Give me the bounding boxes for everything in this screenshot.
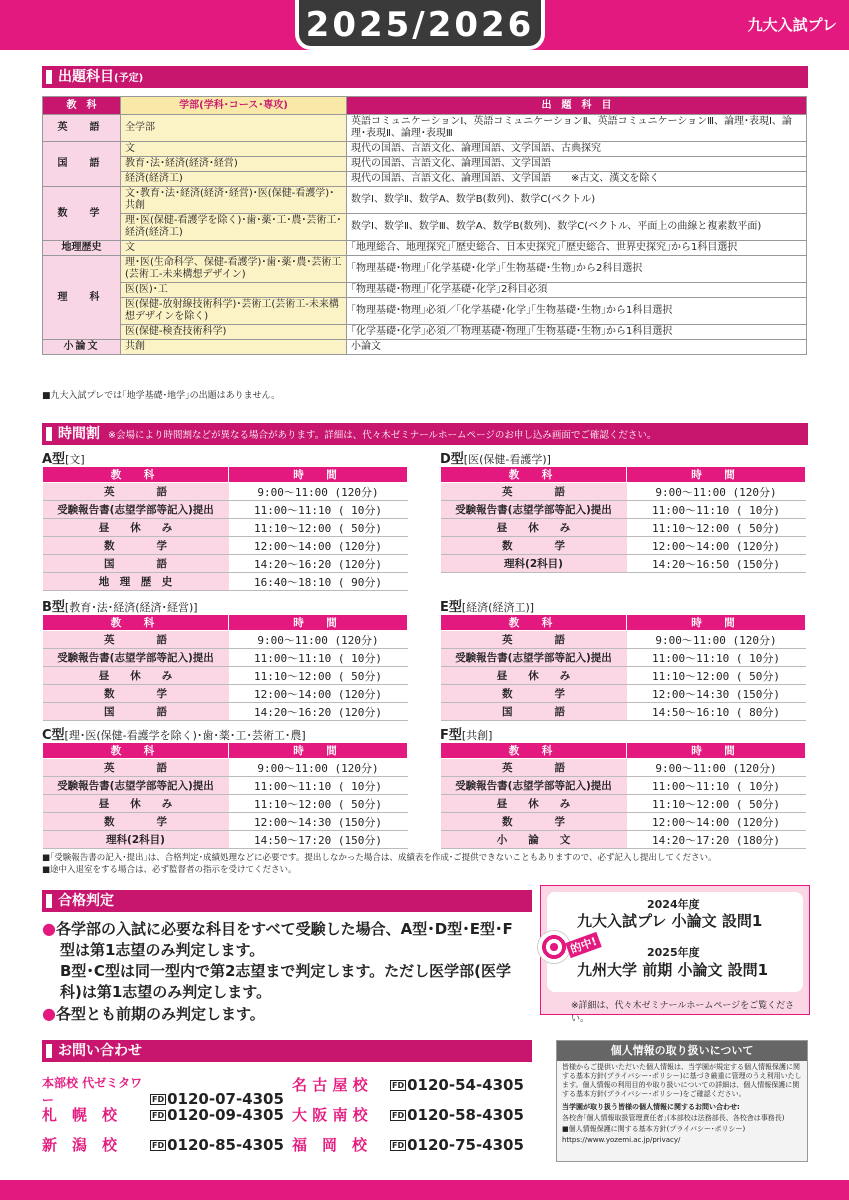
col-subject: 教 科 <box>43 467 229 483</box>
office-name: 名 古 屋 校 <box>292 1076 368 1094</box>
content-cell: 数学Ⅰ、数学Ⅱ、数学Ⅲ、数学A、数学B(数列)、数学C(ベクトル、平面上の曲線と複素数平面) <box>347 214 807 241</box>
schedule-time: 14:20～16:20 (120分) <box>229 703 408 721</box>
schedule-time: 9:00～11:00 (120分) <box>229 631 408 649</box>
schedule-subject: 数 学 <box>441 537 627 555</box>
content-cell: ｢物理基礎･物理｣必須／｢化学基礎･化学｣｢生物基礎･生物｣から1科目選択 <box>347 298 807 325</box>
content-cell: 現代の国語、言語文化、論理国語、文学国語 <box>347 157 807 172</box>
schedule-subject: 受験報告書(志望学部等記入)提出 <box>43 777 229 795</box>
schedule-subject: 小 論 文 <box>441 831 627 849</box>
judge-list <box>42 918 522 1025</box>
schedule-time: 11:00～11:10 ( 10分) <box>627 777 806 795</box>
privacy-box <box>556 1040 808 1162</box>
badge-footnote: ※詳細は、代々木ゼミナールホームページをご覧ください。 <box>571 1001 795 1024</box>
faculty-cell: 医(保健-検査技術科学) <box>121 325 347 340</box>
schedule-subject: 数 学 <box>43 537 229 555</box>
schedule-time: 11:10～12:00 ( 50分) <box>627 667 806 685</box>
schedule-e-table <box>440 614 806 721</box>
privacy-title: 個人情報の取り扱いについて <box>557 1041 807 1061</box>
schedule-subject: 理科(2科目) <box>441 555 627 573</box>
faculty-cell: 理･医(生命科学、保健-看護学)･歯･薬･農･芸術工(芸術工-未来構想デザイン) <box>121 256 347 283</box>
office-tel[interactable]: 0120-09-4305 <box>167 1106 284 1124</box>
faculty-cell: 経済(経済工) <box>121 172 347 187</box>
schedule-b-title: B型[教育･法･経済(経済･経営)] <box>42 600 198 615</box>
faculty-cell: 教育･法･経済(経済･経営) <box>121 157 347 172</box>
schedule-time: 11:10～12:00 ( 50分) <box>627 795 806 813</box>
schedule-time: 14:50～17:20 (150分) <box>229 831 408 849</box>
schedule-c-title: C型[理･医(保健-看護学を除く)･歯･薬･工･芸術工･農] <box>42 728 306 743</box>
faculty-cell: 医(医)･工 <box>121 283 347 298</box>
schedule-time: 14:20～16:50 (150分) <box>627 555 806 573</box>
privacy-policy-label: ■個人情報保護に関する基本方針(プライバシー･ポリシー) <box>562 1125 746 1133</box>
office-tel[interactable]: 0120-07-4305 <box>167 1090 284 1108</box>
privacy-url[interactable]: https://www.yozemi.ac.jp/privacy/ <box>562 1136 681 1144</box>
faculty-cell: 文 <box>121 241 347 256</box>
badge-line-2: 九州大学 前期 小論文 設問1 <box>577 961 769 979</box>
faculty-cell: 全学部 <box>121 115 347 142</box>
contact-section-title: お問い合わせ <box>42 1040 532 1062</box>
contact-row <box>292 1074 552 1095</box>
office-tel[interactable]: 0120-54-4305 <box>407 1076 524 1094</box>
schedule-c-table <box>42 742 408 849</box>
bullet-icon: ● <box>42 1004 56 1023</box>
subject-cell: 小論文 <box>43 340 121 355</box>
subject-cell: 国 語 <box>43 142 121 187</box>
schedule-subject: 受験報告書(志望学部等記入)提出 <box>43 501 229 519</box>
col-content: 出 題 科 目 <box>347 97 807 115</box>
schedule-subject: 数 学 <box>441 813 627 831</box>
schedule-time: 9:00～11:00 (120分) <box>229 759 408 777</box>
schedule-time: 16:40～18:10 ( 90分) <box>229 573 408 591</box>
schedule-a-table <box>42 466 408 591</box>
badge-card <box>547 892 803 992</box>
schedule-time: 11:00～11:10 ( 10分) <box>627 649 806 667</box>
schedule-subject: 受験報告書(志望学部等記入)提出 <box>441 777 627 795</box>
freedial-icon: FD <box>152 1111 165 1120</box>
badge-year-2: 2025年度 <box>647 946 700 959</box>
schedule-time: 11:10～12:00 ( 50分) <box>229 795 408 813</box>
freedial-icon: FD <box>392 1111 405 1120</box>
schedule-subject: 国 語 <box>43 703 229 721</box>
brand-label: 九大入試プレ <box>747 16 837 34</box>
faculty-cell: 文･教育･法･経済(経済･経営)･医(保健-看護学)･共創 <box>121 187 347 214</box>
schedule-subject: 英 語 <box>43 759 229 777</box>
badge-year-1: 2024年度 <box>647 898 700 911</box>
subject-cell: 地理歴史 <box>43 241 121 256</box>
schedule-subject: 地 理 歴 史 <box>43 573 229 591</box>
faculty-cell: 医(保健-放射線技術科学)･芸術工(芸術工-未来構想デザインを除く) <box>121 298 347 325</box>
schedule-section-title: 時間割 ※会場により時間割などが異なる場合があります。詳細は、代々木ゼミナールホームページのお申し込み画面でご確認ください。 <box>42 423 808 445</box>
schedule-time: 11:00～11:10 ( 10分) <box>229 501 408 519</box>
schedule-d-table <box>440 466 806 573</box>
judge-item: ●各型とも前期のみ判定します。 <box>42 1004 265 1023</box>
year-label: 2025/2026 <box>295 0 545 50</box>
schedule-time: 12:00～14:30 (150分) <box>627 685 806 703</box>
schedule-subject: 理科(2科目) <box>43 831 229 849</box>
office-tel[interactable]: 0120-85-4305 <box>167 1136 284 1154</box>
badge-line-1: 九大入試プレ 小論文 設問1 <box>577 912 763 930</box>
schedule-time: 12:00～14:30 (150分) <box>229 813 408 831</box>
schedule-time: 11:00～11:10 ( 10分) <box>627 501 806 519</box>
subjects-table <box>42 96 807 355</box>
content-cell: ｢地理総合、地理探究｣｢歴史総合、日本史探究｣｢歴史総合、世界史探究｣から1科目選択 <box>347 241 807 256</box>
judge-item: B型･C型は同一型内で第2志望まで判定します。ただし医学部(医学科)は第1志望のみ判定します。 <box>60 962 512 1001</box>
schedule-subject: 昼 休 み <box>441 667 627 685</box>
schedule-time: 9:00～11:00 (120分) <box>229 483 408 501</box>
office-name: 新 潟 校 <box>42 1136 118 1154</box>
col-time: 時 間 <box>627 615 806 631</box>
schedule-time: 11:00～11:10 ( 10分) <box>229 649 408 667</box>
col-subject: 教 科 <box>441 467 627 483</box>
schedule-subject: 昼 休 み <box>43 519 229 537</box>
schedule-subject: 国 語 <box>43 555 229 573</box>
schedule-subject: 受験報告書(志望学部等記入)提出 <box>441 501 627 519</box>
privacy-body: 皆様からご提供いただいた個人情報は、当学園が規定する個人情報保護に関する基本方針(プライバシー･ポリシー)に基づき厳重に管理のうえ利用いたします。個人情報の利用目的や取り扱いについての詳細は、個人情報保護に関する基本方針(プライバシー･ポリシー)をご確認ください。 <box>562 1063 802 1098</box>
schedule-subject: 英 語 <box>441 759 627 777</box>
col-subject: 教 科 <box>441 615 627 631</box>
content-cell: 現代の国語、言語文化、論理国語、文学国語 ※古文、漢文を除く <box>347 172 807 187</box>
schedule-time: 14:20～16:20 (120分) <box>229 555 408 573</box>
judge-section-title: 合格判定 <box>42 890 532 912</box>
office-tel[interactable]: 0120-75-4305 <box>407 1136 524 1154</box>
schedule-time: 12:00～14:00 (120分) <box>229 685 408 703</box>
schedule-footnote-2: ■途中入退室をする場合は、必ず監督者の指示を受けてください。 <box>42 865 297 875</box>
schedule-time: 12:00～14:00 (120分) <box>627 537 806 555</box>
schedule-e-title: E型[経済(経済工)] <box>440 600 535 615</box>
schedule-time: 11:10～12:00 ( 50分) <box>229 667 408 685</box>
schedule-f-table <box>440 742 806 849</box>
schedule-subject: 英 語 <box>441 483 627 501</box>
schedule-time: 11:10～12:00 ( 50分) <box>627 519 806 537</box>
office-name: 大 阪 南 校 <box>292 1106 368 1124</box>
schedule-subject: 受験報告書(志望学部等記入)提出 <box>43 649 229 667</box>
schedule-a-title: A型[文] <box>42 452 85 467</box>
subjects-footnote: ■九大入試プレでは｢地学基礎･地学｣の出題はありません。 <box>42 391 281 401</box>
privacy-contact-body: 各校舎｢個人情報取扱管理責任者｣(本部校は法務部長、各校舎は事務長) <box>562 1114 785 1122</box>
schedule-subject: 昼 休 み <box>441 519 627 537</box>
subjects-section-title: 出題科目(予定) <box>42 66 808 88</box>
schedule-subject: 英 語 <box>441 631 627 649</box>
content-cell: 英語コミュニケーションⅠ、英語コミュニケーションⅡ、英語コミュニケーションⅢ、論理･表現Ⅰ、論理･表現Ⅱ、論理･表現Ⅲ <box>347 115 807 142</box>
schedule-time: 14:50～16:10 ( 80分) <box>627 703 806 721</box>
hit-label: 的中! <box>565 932 602 958</box>
faculty-cell: 共創 <box>121 340 347 355</box>
schedule-subject: 英 語 <box>43 631 229 649</box>
schedule-subject: 受験報告書(志望学部等記入)提出 <box>441 649 627 667</box>
schedule-subject: 昼 休 み <box>43 667 229 685</box>
contact-row <box>292 1104 552 1125</box>
hit-badge <box>540 885 810 1024</box>
content-cell: ｢化学基礎･化学｣必須／｢物理基礎･物理｣｢生物基礎･生物｣から1科目選択 <box>347 325 807 340</box>
office-name: 福 岡 校 <box>292 1136 368 1154</box>
col-subject: 教 科 <box>43 743 229 759</box>
schedule-subject: 昼 休 み <box>441 795 627 813</box>
schedule-b-table <box>42 614 408 721</box>
bullet-icon: ● <box>42 919 56 938</box>
footer-band <box>0 1180 849 1200</box>
content-cell: ｢物理基礎･物理｣｢化学基礎･化学｣2科目必須 <box>347 283 807 298</box>
col-subject: 教 科 <box>441 743 627 759</box>
freedial-icon: FD <box>392 1081 405 1090</box>
schedule-time: 9:00～11:00 (120分) <box>627 483 806 501</box>
office-name: 札 幌 校 <box>42 1106 118 1124</box>
col-time: 時 間 <box>627 467 806 483</box>
judge-item: ●各学部の入試に必要な科目をすべて受験した場合、A型･D型･E型･F型は第1志望のみ判定します。 <box>42 919 513 959</box>
schedule-d-title: D型[医(保健-看護学)] <box>440 452 551 467</box>
faculty-cell: 理･医(保健-看護学を除く)･歯･薬･工･農･芸術工･経済(経済工) <box>121 214 347 241</box>
freedial-icon: FD <box>152 1095 165 1104</box>
col-time: 時 間 <box>627 743 806 759</box>
schedule-f-title: F型[共創] <box>440 728 493 743</box>
col-subject: 教 科 <box>43 615 229 631</box>
schedule-time: 9:00～11:00 (120分) <box>627 631 806 649</box>
schedule-time: 14:20～17:20 (180分) <box>627 831 806 849</box>
schedule-time: 11:10～12:00 ( 50分) <box>229 519 408 537</box>
schedule-time: 9:00～11:00 (120分) <box>627 759 806 777</box>
contact-row <box>292 1134 552 1155</box>
col-subject: 教 科 <box>43 97 121 115</box>
schedule-subject: 昼 休 み <box>43 795 229 813</box>
schedule-subject: 国 語 <box>441 703 627 721</box>
schedule-subject: 数 学 <box>43 813 229 831</box>
col-time: 時 間 <box>229 615 408 631</box>
subject-cell: 英 語 <box>43 115 121 142</box>
schedule-time: 11:00～11:10 ( 10分) <box>229 777 408 795</box>
freedial-icon: FD <box>392 1141 405 1150</box>
content-cell: 現代の国語、言語文化、論理国語、文学国語、古典探究 <box>347 142 807 157</box>
office-tel[interactable]: 0120-58-4305 <box>407 1106 524 1124</box>
schedule-subject: 数 学 <box>43 685 229 703</box>
schedule-time: 12:00～14:00 (120分) <box>627 813 806 831</box>
col-time: 時 間 <box>229 467 408 483</box>
subject-cell: 理 科 <box>43 256 121 340</box>
schedule-subject: 英 語 <box>43 483 229 501</box>
content-cell: ｢物理基礎･物理｣｢化学基礎･化学｣｢生物基礎･生物｣から2科目選択 <box>347 256 807 283</box>
subject-cell: 数 学 <box>43 187 121 241</box>
schedule-subject: 数 学 <box>441 685 627 703</box>
col-time: 時 間 <box>229 743 408 759</box>
privacy-contact-head: 当学園が取り扱う皆様の個人情報に関するお問い合わせ: <box>562 1103 740 1111</box>
content-cell: 小論文 <box>347 340 807 355</box>
schedule-time: 12:00～14:00 (120分) <box>229 537 408 555</box>
faculty-cell: 文 <box>121 142 347 157</box>
office-name: 本部校 代ゼミタワー <box>42 1076 143 1107</box>
schedule-footnote-1: ■｢受験報告書の記入･提出｣は、合格判定･成績処理などに必要です。提出しなかった場合は、成績表を作成･ご提供できないこともありますので、必ず記入し提出してください。 <box>42 853 717 863</box>
content-cell: 数学Ⅰ、数学Ⅱ、数学A、数学B(数列)、数学C(ベクトル) <box>347 187 807 214</box>
freedial-icon: FD <box>152 1141 165 1150</box>
col-faculty: 学部(学科･コース･専攻) <box>121 97 347 115</box>
